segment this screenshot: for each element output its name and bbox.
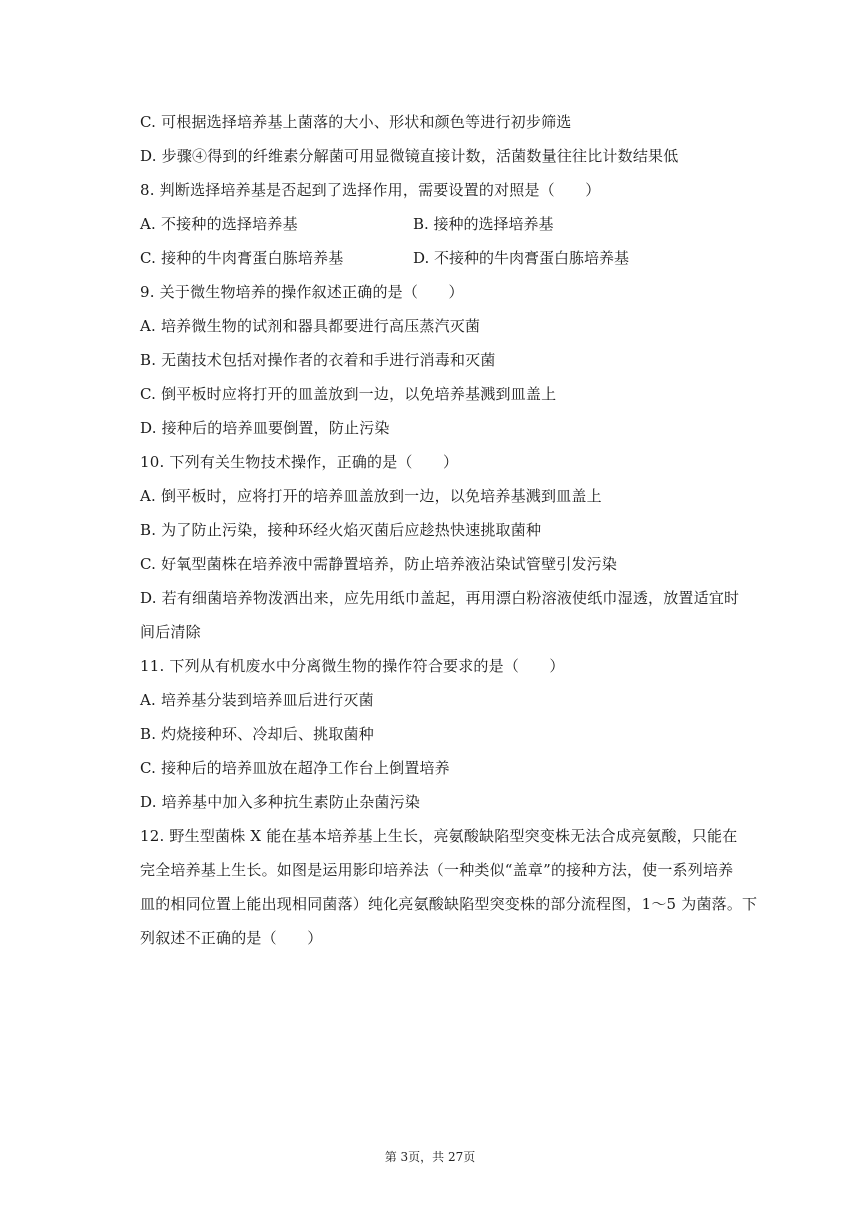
- q7-option-d: D. 步骤④得到的纤维素分解菌可用显微镜直接计数，活菌数量往往比计数结果低: [140, 147, 679, 165]
- q9-option-a: A. 培养微生物的试剂和器具都要进行高压蒸汽灭菌: [140, 317, 481, 335]
- q8-option-c: C. 接种的牛肉膏蛋白胨培养基: [140, 249, 344, 267]
- q11-option-d: D. 培养基中加入多种抗生素防止杂菌污染: [140, 793, 421, 811]
- q10-option-d: D. 若有细菌培养物泼洒出来，应先用纸巾盖起，再用漂白粉溶液使纸巾湿透，放置适宜时: [140, 589, 740, 607]
- q8-stem: 8. 判断选择培养基是否起到了选择作用，需要设置的对照是（ ）: [140, 181, 601, 199]
- q10-option-c: C. 好氧型菌株在培养液中需静置培养，防止培养液沾染试管壁引发污染: [140, 555, 618, 573]
- q9-option-b: B. 无菌技术包括对操作者的衣着和手进行消毒和灭菌: [140, 351, 496, 369]
- q9-stem: 9. 关于微生物培养的操作叙述正确的是（ ）: [140, 283, 464, 301]
- q7-option-c: C. 可根据选择培养基上菌落的大小、形状和颜色等进行初步筛选: [140, 113, 572, 131]
- q11-option-a: A. 培养基分装到培养皿后进行灭菌: [140, 691, 374, 709]
- q10-stem: 10. 下列有关生物技术操作，正确的是（ ）: [140, 453, 459, 471]
- page-footer: 第 3页，共 27页: [384, 1150, 476, 1164]
- q12-stem-line4: 列叙述不正确的是（ ）: [140, 929, 323, 947]
- q11-option-c: C. 接种后的培养皿放在超净工作台上倒置培养: [140, 759, 450, 777]
- q10-option-b: B. 为了防止污染，接种环经火焰灭菌后应趁热快速挑取菌种: [140, 521, 542, 539]
- q10-option-a: A. 倒平板时，应将打开的培养皿盖放到一边，以免培养基溅到皿盖上: [140, 487, 602, 505]
- q11-option-b: B. 灼烧接种环、冷却后、挑取菌种: [140, 725, 374, 743]
- q9-option-c: C. 倒平板时应将打开的皿盖放到一边，以免培养基溅到皿盖上: [140, 385, 557, 403]
- q12-stem-line1: 12. 野生型菌株 X 能在基本培养基上生长，亮氨酸缺陷型突变株无法合成亮氨酸，只能在: [140, 827, 738, 845]
- q11-stem: 11. 下列从有机废水中分离微生物的操作符合要求的是（ ）: [140, 657, 565, 675]
- q10-option-d-cont: 间后清除: [140, 623, 201, 641]
- q9-option-d: D. 接种后的培养皿要倒置，防止污染: [140, 419, 390, 437]
- q12-stem-line3: 皿的相同位置上能出现相同菌落）纯化亮氨酸缺陷型突变株的部分流程图，1～5 为菌落。下: [140, 895, 758, 913]
- q8-option-d: D. 不接种的牛肉膏蛋白胨培养基: [413, 249, 630, 267]
- q8-option-a: A. 不接种的选择培养基: [140, 215, 298, 233]
- q12-stem-line2: 完全培养基上生长。如图是运用影印培养法（一种类似“盖章”的接种方法，使一系列培养: [140, 861, 734, 879]
- q8-option-b: B. 接种的选择培养基: [413, 215, 554, 233]
